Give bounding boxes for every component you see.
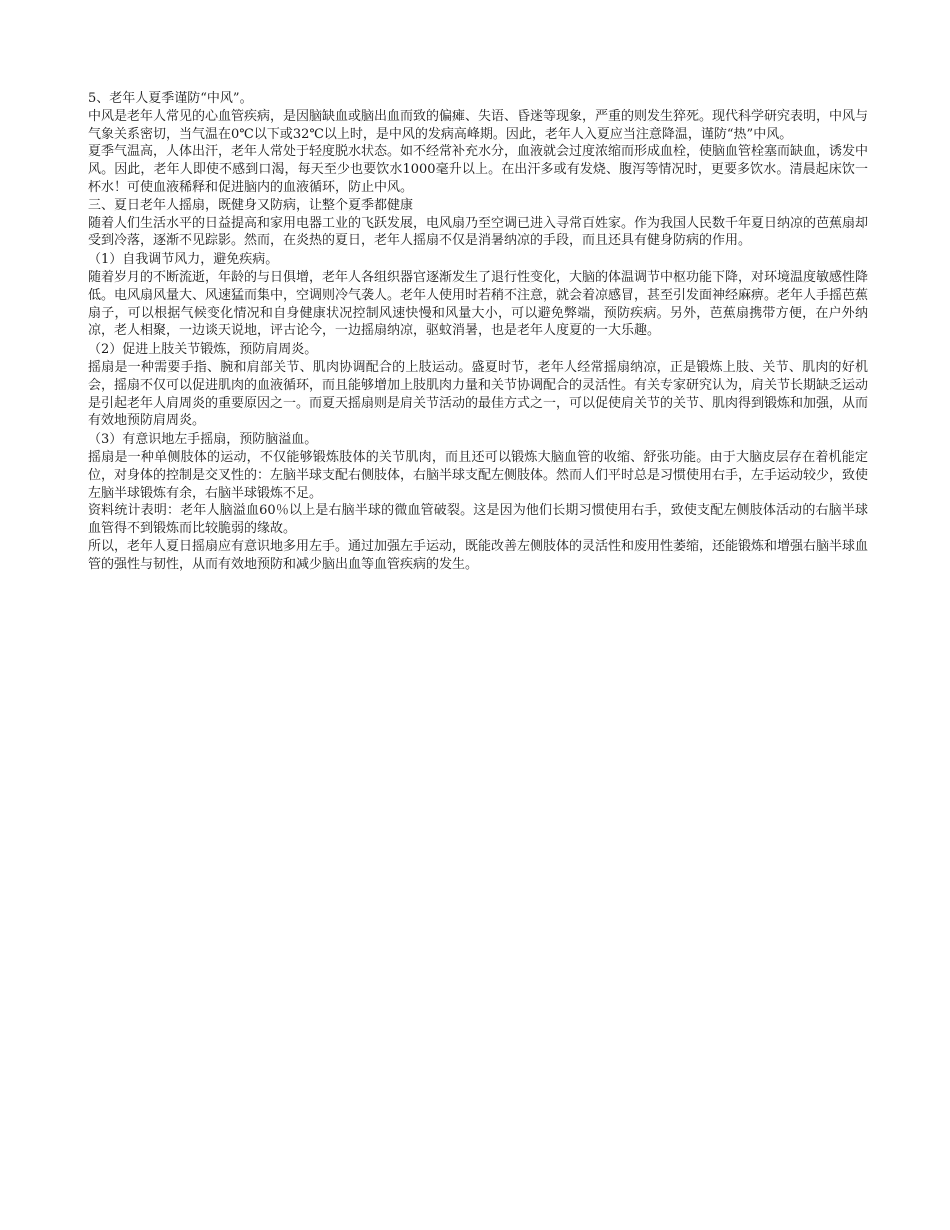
- paragraph-subsection-3: 摇扇是一种单侧肢体的运动，不仅能够锻炼肢体的关节肌肉，而且还可以锻炼大脑血管的收缩、舒张功能。由于大脑皮层存在着机能定位，对身体的控制是交叉性的：左脑半球支配右侧肢体，右脑半球支配左侧肢体。然而人们平时总是习惯使用右手，左手运动较少，致使左脑半球锻炼有余，右脑半球锻炼不足。: [88, 449, 869, 501]
- paragraph-fan-intro: 随着人们生活水平的日益提高和家用电器工业的飞跃发展，电风扇乃至空调已进入寻常百姓家。作为我国人民数千年夏日纳凉的芭蕉扇却受到冷落，逐渐不见踪影。然而，在炎热的夏日，老年人摇扇不仅是消暑纳凉的手段，而且还具有健身防病的作用。: [88, 215, 869, 249]
- paragraph-hydration: 夏季气温高，人体出汗，老年人常处于轻度脱水状态。如不经常补充水分，血液就会过度浓缩而形成血栓，使脑血管栓塞而缺血，诱发中风。因此，老年人即使不感到口渴，每天至少也要饮水1000毫升以上。在出汗多或有发烧、腹泻等情况时，更要多饮水。清晨起床饮一杯水！可使血液稀释和促进脑内的血液循环，防止中风。: [88, 144, 869, 195]
- subsection-2-title: （2）促进上肢关节锻炼，预防肩周炎。: [88, 342, 318, 358]
- paragraph-statistics: 资料统计表明：老年人脑溢血60％以上是右脑半球的微血管破裂。这是因为他们长期习惯使用右手，致使支配左侧肢体活动的右脑半球血管得不到锻炼而比较脆弱的缘故。: [88, 503, 868, 537]
- section-5-title: 5、老年人夏季谨防“中风”。: [88, 91, 253, 106]
- paragraph-subsection-1: 随着岁月的不断流逝，年龄的与日俱增，老年人各组织器官逐渐发生了退行性变化，大脑的体温调节中枢功能下降，对环境温度敏感性降低。电风扇风量大、风速猛而集中，空调则冷气袭人。老年人使用时若稍不注意，就会着凉感冒，甚至引发面神经麻痹。老年人手摇芭蕉扇子，可以根据气候变化情况和自身健康状况控制风速快慢和风量大小，可以避免弊端，预防疾病。另外，芭蕉扇携带方便，在户外纳凉，老人相聚，一边谈天说地，评古论今，一边摇扇纳凉，驱蚊消暑，也是老年人度夏的一大乐趣。: [88, 269, 869, 339]
- document-body: [88, 90, 868, 574]
- subsection-1-title: （1）自我调节风力，避免疾病。: [88, 252, 279, 268]
- paragraph-stroke-intro: 中风是老年人常见的心血管疾病，是因脑缺血或脑出血而致的偏瘫、失语、昏迷等现象，严重的则发生猝死。现代科学研究表明，中风与气象关系密切，当气温在0℃以下或32℃以上时，是中风的发病高峰期。因此，老年人入夏应当注意降温，谨防“热”中风。: [88, 108, 869, 142]
- paragraph-conclusion: 所以，老年人夏日摇扇应有意识地多用左手。通过加强左手运动，既能改善左侧肢体的灵活性和废用性萎缩，还能锻炼和增强右脑半球血管的强性与韧性，从而有效地预防和减少脑出血等血管疾病的发生。: [88, 538, 869, 572]
- subsection-3-title: （3）有意识地左手摇扇，预防脑溢血。: [88, 432, 318, 448]
- paragraph-subsection-2: 摇扇是一种需要手指、腕和肩部关节、肌肉协调配合的上肢运动。盛夏时节，老年人经常摇扇纳凉，正是锻炼上肢、关节、肌肉的好机会，摇扇不仅可以促进肌肉的血液循环，而且能够增加上肢肌肉力量和关节协调配合的灵活性。有关专家研究认为，肩关节长期缺乏运动是引起老年人肩周炎的重要原因之一。而夏天摇扇则是肩关节活动的最佳方式之一，可以促使肩关节的关节、肌肉得到锻炼和加强，从而有效地预防肩周炎。: [88, 359, 869, 429]
- section-3-title: 三、夏日老年人摇扇，既健身又防病，让整个夏季都健康: [88, 197, 414, 213]
